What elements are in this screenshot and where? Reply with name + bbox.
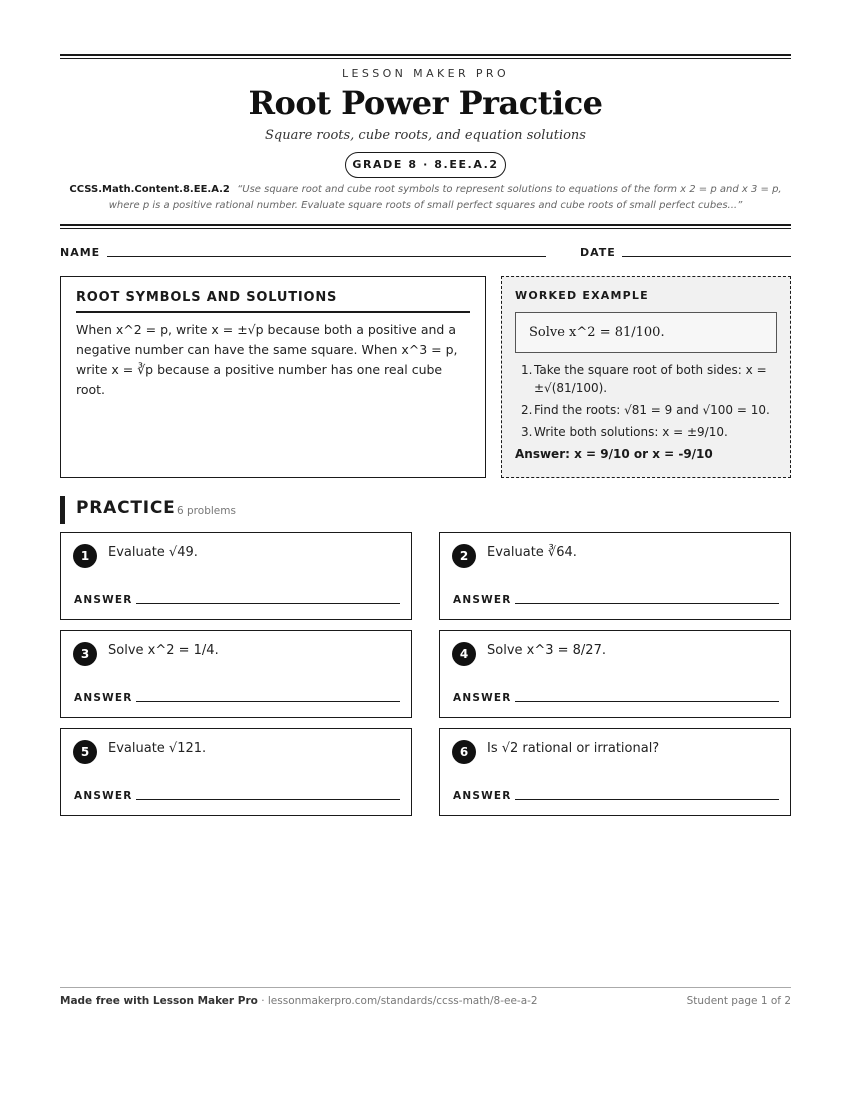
answer-field[interactable] — [515, 799, 779, 800]
problem-text: Evaluate ∛64. — [487, 545, 577, 560]
header-top-rule — [60, 54, 791, 59]
problem-number: 6 — [452, 740, 476, 764]
problem-card-5 — [60, 728, 412, 816]
answer-field[interactable] — [136, 799, 400, 800]
example-problem: Solve x^2 = 81/100. — [515, 312, 777, 353]
answer-label: ANSWER — [74, 692, 133, 704]
answer-label: ANSWER — [453, 790, 512, 802]
worksheet-page — [60, 0, 791, 1100]
header-bottom-rule — [60, 224, 791, 229]
problem-card-4 — [439, 630, 791, 718]
answer-field[interactable] — [515, 603, 779, 604]
answer-label: ANSWER — [453, 594, 512, 606]
footer-credit — [60, 995, 538, 1007]
grade-badge: GRADE 8 · 8.EE.A.2 — [345, 152, 506, 178]
date-label: DATE — [580, 246, 616, 259]
answer-field[interactable] — [515, 701, 779, 702]
answer-field[interactable] — [136, 701, 400, 702]
footer-made-with: Made free with Lesson Maker Pro — [60, 995, 258, 1007]
problem-text: Is √2 rational or irrational? — [487, 741, 660, 756]
standard-code: CCSS.Math.Content.8.EE.A.2 — [69, 184, 230, 195]
problem-text: Solve x^2 = 1/4. — [108, 643, 219, 658]
problem-number: 4 — [452, 642, 476, 666]
brand-name: LESSON MAKER PRO — [341, 67, 510, 80]
date-field[interactable] — [622, 256, 791, 257]
concept-heading: ROOT SYMBOLS AND SOLUTIONS — [76, 290, 470, 313]
standard-description — [68, 182, 783, 214]
answer-field[interactable] — [136, 603, 400, 604]
concept-box — [60, 276, 486, 478]
problem-card-3 — [60, 630, 412, 718]
answer-label: ANSWER — [74, 594, 133, 606]
name-label: NAME — [60, 246, 101, 259]
example-answer: Answer: x = 9/10 or x = -9/10 — [515, 447, 713, 461]
problem-number: 1 — [73, 544, 97, 568]
practice-accent-bar — [60, 496, 65, 524]
answer-label: ANSWER — [453, 692, 512, 704]
standard-text: “Use square root and cube root symbols to represent solutions to equations of the form x 2 = p and x 3 = p, where p is a positive rational number. Evaluate square roots of small perfect squares and cube roots of small perfect cubes...” — [108, 184, 782, 211]
problem-number: 3 — [73, 642, 97, 666]
problem-card-6 — [439, 728, 791, 816]
problem-card-1 — [60, 532, 412, 620]
worked-example-box — [501, 276, 791, 478]
problem-card-2 — [439, 532, 791, 620]
example-heading: WORKED EXAMPLE — [515, 289, 649, 302]
page-title: Root Power Practice — [248, 84, 603, 122]
practice-count: 6 problems — [177, 505, 236, 517]
concept-text: When x^2 = p, write x = ±√p because both a positive and a negative number can have the same square. When x^3 = p, write x = ∛p because a positive number has one real cube root. — [76, 322, 458, 397]
example-step: 1. Take the square root of both sides: x = ±√(81/100). — [521, 363, 767, 395]
problem-number: 2 — [452, 544, 476, 568]
example-step: 2. Find the roots: √81 = 9 and √100 = 10. — [521, 403, 770, 417]
example-steps — [515, 361, 777, 441]
footer-rule — [60, 987, 791, 988]
problem-text: Evaluate √49. — [108, 545, 198, 560]
answer-label: ANSWER — [74, 790, 133, 802]
practice-heading: PRACTICE — [76, 498, 176, 518]
footer-page-number: Student page 1 of 2 — [686, 995, 791, 1007]
footer-url[interactable]: · lessonmakerpro.com/standards/ccss-math/8-ee-a-2 — [257, 995, 538, 1007]
problem-number: 5 — [73, 740, 97, 764]
problem-text: Evaluate √121. — [108, 741, 207, 756]
problem-text: Solve x^3 = 8/27. — [487, 643, 606, 658]
name-field[interactable] — [107, 256, 546, 257]
page-subtitle: Square roots, cube roots, and equation solutions — [265, 128, 586, 143]
example-step: 3. Write both solutions: x = ±9/10. — [521, 425, 728, 439]
